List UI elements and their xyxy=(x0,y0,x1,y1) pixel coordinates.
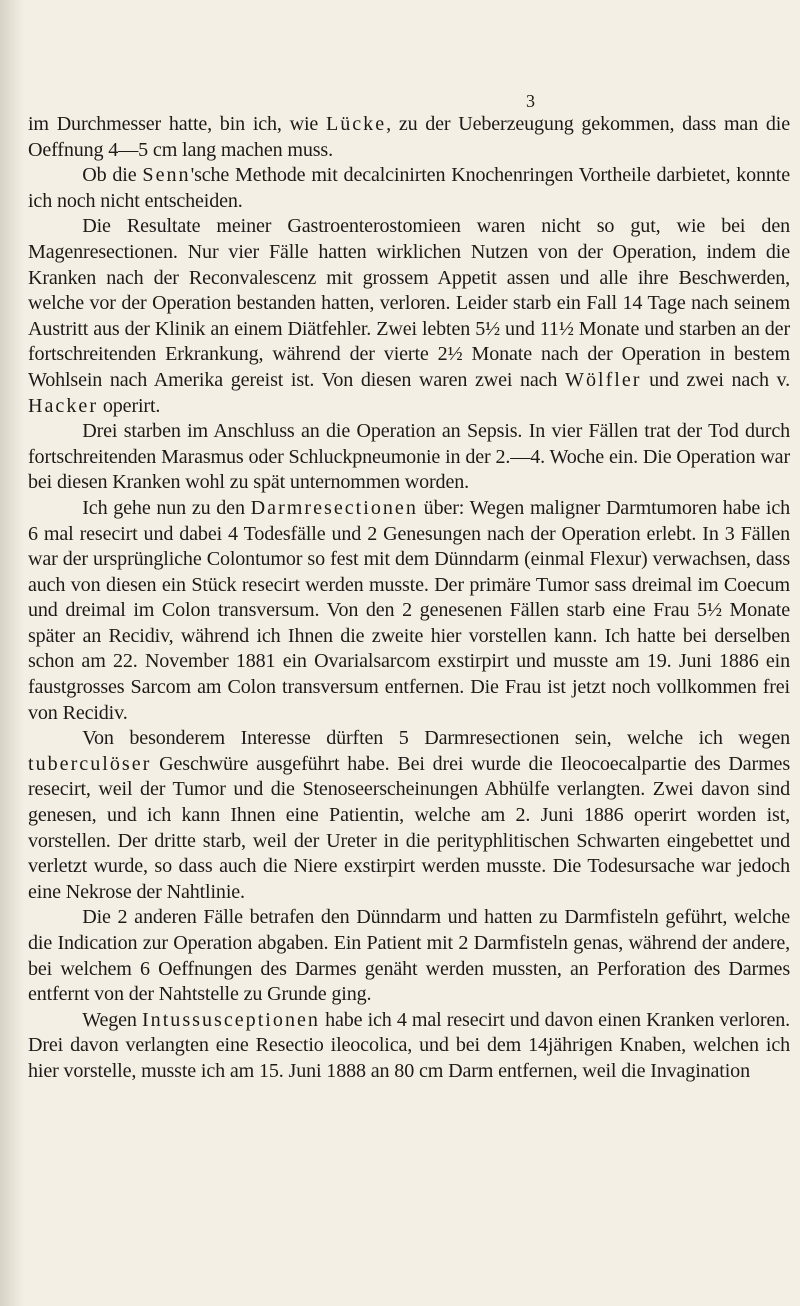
text-run: Geschwüre ausgeführt habe. Bei drei wurde die Ileocoecalpartie des Darmes resecirt, weil der Tumor und die Stenoseerscheinungen Abhülfe verlangten. Zwei davon sind genesen, und ich kann Ihnen eine Patientin, welche am 2. Juni 1886 operirt worden ist, vorstellen. Der dritte starb, weil der Ureter in die perityphlitischen Schwarten eingebettet und verletzt wurde, so dass auch die Niere exstirpirt werden musste. Die Todesursache war jedoch eine Nekrose der Nahtlinie. xyxy=(28,752,790,903)
emphasized-name: Darmresectionen xyxy=(250,496,418,519)
text-run: Wegen xyxy=(82,1008,142,1031)
text-run: Die Resultate meiner Gastroenterostomieen waren nicht so gut, wie bei den Magenresectionen. Nur vier Fälle hatten wirklichen Nutzen von der Operation, indem die Kranken nach der Reconvalescenz mit grossem Appetit assen und alle ihre Beschwerden, welche vor der Operation bestanden hatten, verloren. Leider starb ein Fall 14 Tage nach seinem Austritt aus der Klinik an einem Diätfehler. Zwei lebten 5½ und 11½ Monate und starben an der fortschreitenden Erkrankung, während der vierte 2½ Monate nach der Operation in bestem Wohlsein nach Amerika gereist ist. Von diesen waren zwei nach xyxy=(28,215,790,391)
emphasized-name: Senn xyxy=(142,164,191,187)
paragraph xyxy=(28,496,790,726)
paragraph xyxy=(28,419,790,496)
text-run: , zu der Ueberzeugung gekommen, dass man die Oeffnung 4—5 cm lang machen muss. xyxy=(28,113,790,161)
text-run: über: Wegen maligner Darmtumoren habe ich 6 mal resecirt und dabei 4 Todesfälle und 2 Genesungen nach der Operation erlebt. In 3 Fällen war der ursprüngliche Colontumor so fest mit dem Dünndarm (einmal Flexur) verwachsen, dass auch von diesen ein Stück resecirt werden musste. Der primäre Tumor sass dreimal im Coecum und dreimal im Colon transversum. Von den 2 genesenen Fällen starb eine Frau 5½ Monate später an Recidiv, während ich Ihnen die zweite hier vorstellen kann. Ich hatte bei derselben schon am 22. November 1881 ein Ovarialsarcom exstirpirt und musste am 19. Juni 1886 ein faustgrosses Sarcom am Colon transversum entfernen. Die Frau ist jetzt noch vollkommen frei von Recidiv. xyxy=(28,496,790,724)
text-run: 'sche Methode mit decalcinirten Knochenringen Vortheile darbietet, konnte ich noch nicht entscheiden. xyxy=(28,164,790,212)
text-run: Ich gehe nun zu den xyxy=(82,496,251,519)
page-number: 3 xyxy=(526,91,535,111)
emphasized-name: Hacker xyxy=(28,394,99,417)
emphasized-name: Lücke xyxy=(325,113,387,135)
paragraph xyxy=(28,214,790,419)
paragraph xyxy=(28,905,790,1007)
text-run: im Durchmesser hatte, bin ich, wie xyxy=(28,113,326,135)
emphasized-name: Intussusceptionen xyxy=(141,1008,320,1031)
text-run: operirt. xyxy=(98,394,161,417)
text-run: und zwei nach v. xyxy=(641,368,790,391)
text-run: Drei starben im Anschluss an die Operation an Sepsis. In vier Fällen trat der Tod durch fortschreitenden Marasmus oder Schluckpneumonie in der 2.—4. Woche ein. Die Operation war bei diesen Kranken wohl zu spät unternommen worden. xyxy=(28,420,790,494)
text-run: Von besonderem Interesse dürften 5 Darmresectionen sein, welche ich wegen xyxy=(82,727,790,750)
body-text xyxy=(28,112,790,1085)
text-run: Die 2 anderen Fälle betrafen den Dünndarm und hatten zu Darmfisteln geführt, welche die Indication zur Operation abgaben. Ein Patient mit 2 Darmfisteln genas, während der andere, bei welchem 6 Oeffnungen des Darmes genäht werden mussten, an Perforation des Darmes entfernt von der Nahtstelle zu Grunde ging. xyxy=(28,906,790,1006)
paragraph xyxy=(28,726,790,905)
text-run: habe ich 4 mal resecirt und davon einen Kranken verloren. Drei davon verlangten eine Resectio ileocolica, und bei dem 14jährigen Knaben, welchen ich hier vorstelle, musste ich am 15. Juni 1888 an 80 cm Darm entfernen, weil die Invagination xyxy=(28,1008,790,1082)
paragraph xyxy=(28,112,790,163)
emphasized-name: Wölfler xyxy=(564,368,642,391)
page-edge-shadow xyxy=(0,0,24,1306)
paragraph xyxy=(28,163,790,214)
paragraph xyxy=(28,1008,790,1085)
emphasized-name: tuberculöser xyxy=(28,752,152,775)
text-run: Ob die xyxy=(82,164,143,187)
